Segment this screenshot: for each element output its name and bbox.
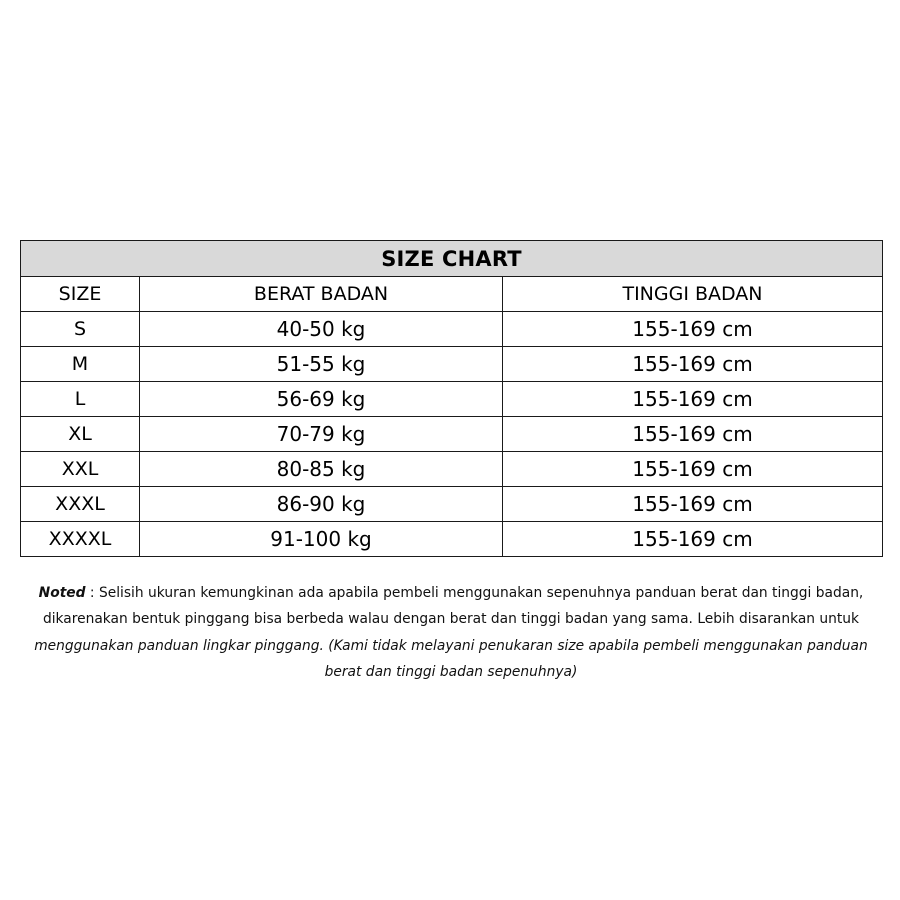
weight-cell: 70-79 kg	[140, 417, 503, 452]
weight-cell: 86-90 kg	[140, 487, 503, 522]
weight-cell: 91-100 kg	[140, 522, 503, 557]
height-cell: 155-169 cm	[503, 487, 883, 522]
note-separator: :	[85, 584, 99, 601]
weight-cell: 40-50 kg	[140, 312, 503, 347]
table-row	[21, 522, 883, 557]
title-row	[21, 241, 883, 277]
size-cell: M	[21, 347, 140, 382]
weight-cell: 56-69 kg	[140, 382, 503, 417]
height-cell: 155-169 cm	[503, 312, 883, 347]
weight-cell: 51-55 kg	[140, 347, 503, 382]
note-label: Noted	[38, 584, 86, 601]
table-row	[21, 417, 883, 452]
table-row	[21, 452, 883, 487]
height-cell: 155-169 cm	[503, 522, 883, 557]
column-header-weight: BERAT BADAN	[140, 277, 503, 312]
size-cell: S	[21, 312, 140, 347]
size-cell: XXXXL	[21, 522, 140, 557]
height-cell: 155-169 cm	[503, 452, 883, 487]
column-header-size: SIZE	[21, 277, 140, 312]
size-note	[22, 580, 880, 686]
table-row	[21, 487, 883, 522]
column-header-height: TINGGI BADAN	[503, 277, 883, 312]
table-row	[21, 312, 883, 347]
size-chart-table	[20, 240, 883, 557]
size-cell: L	[21, 382, 140, 417]
note-text: Selisih ukuran kemungkinan ada apabila pembeli menggunakan sepenuhnya panduan berat dan tinggi badan, dikarenakan bentuk pinggang bisa berbeda walau dengan berat dan tinggi badan yang sama. Lebih disarankan untuk	[42, 584, 864, 628]
size-cell: XXXL	[21, 487, 140, 522]
column-header-row	[21, 277, 883, 312]
table-row	[21, 382, 883, 417]
table-row	[21, 347, 883, 382]
weight-cell: 80-85 kg	[140, 452, 503, 487]
note-italic-text: menggunakan panduan lingkar pinggang. (Kami tidak melayani penukaran size apabila pembeli menggunakan panduan berat dan tinggi badan sepenuhnya)	[34, 637, 868, 681]
height-cell: 155-169 cm	[503, 417, 883, 452]
size-cell: XL	[21, 417, 140, 452]
height-cell: 155-169 cm	[503, 347, 883, 382]
chart-title: SIZE CHART	[21, 241, 883, 277]
size-cell: XXL	[21, 452, 140, 487]
height-cell: 155-169 cm	[503, 382, 883, 417]
